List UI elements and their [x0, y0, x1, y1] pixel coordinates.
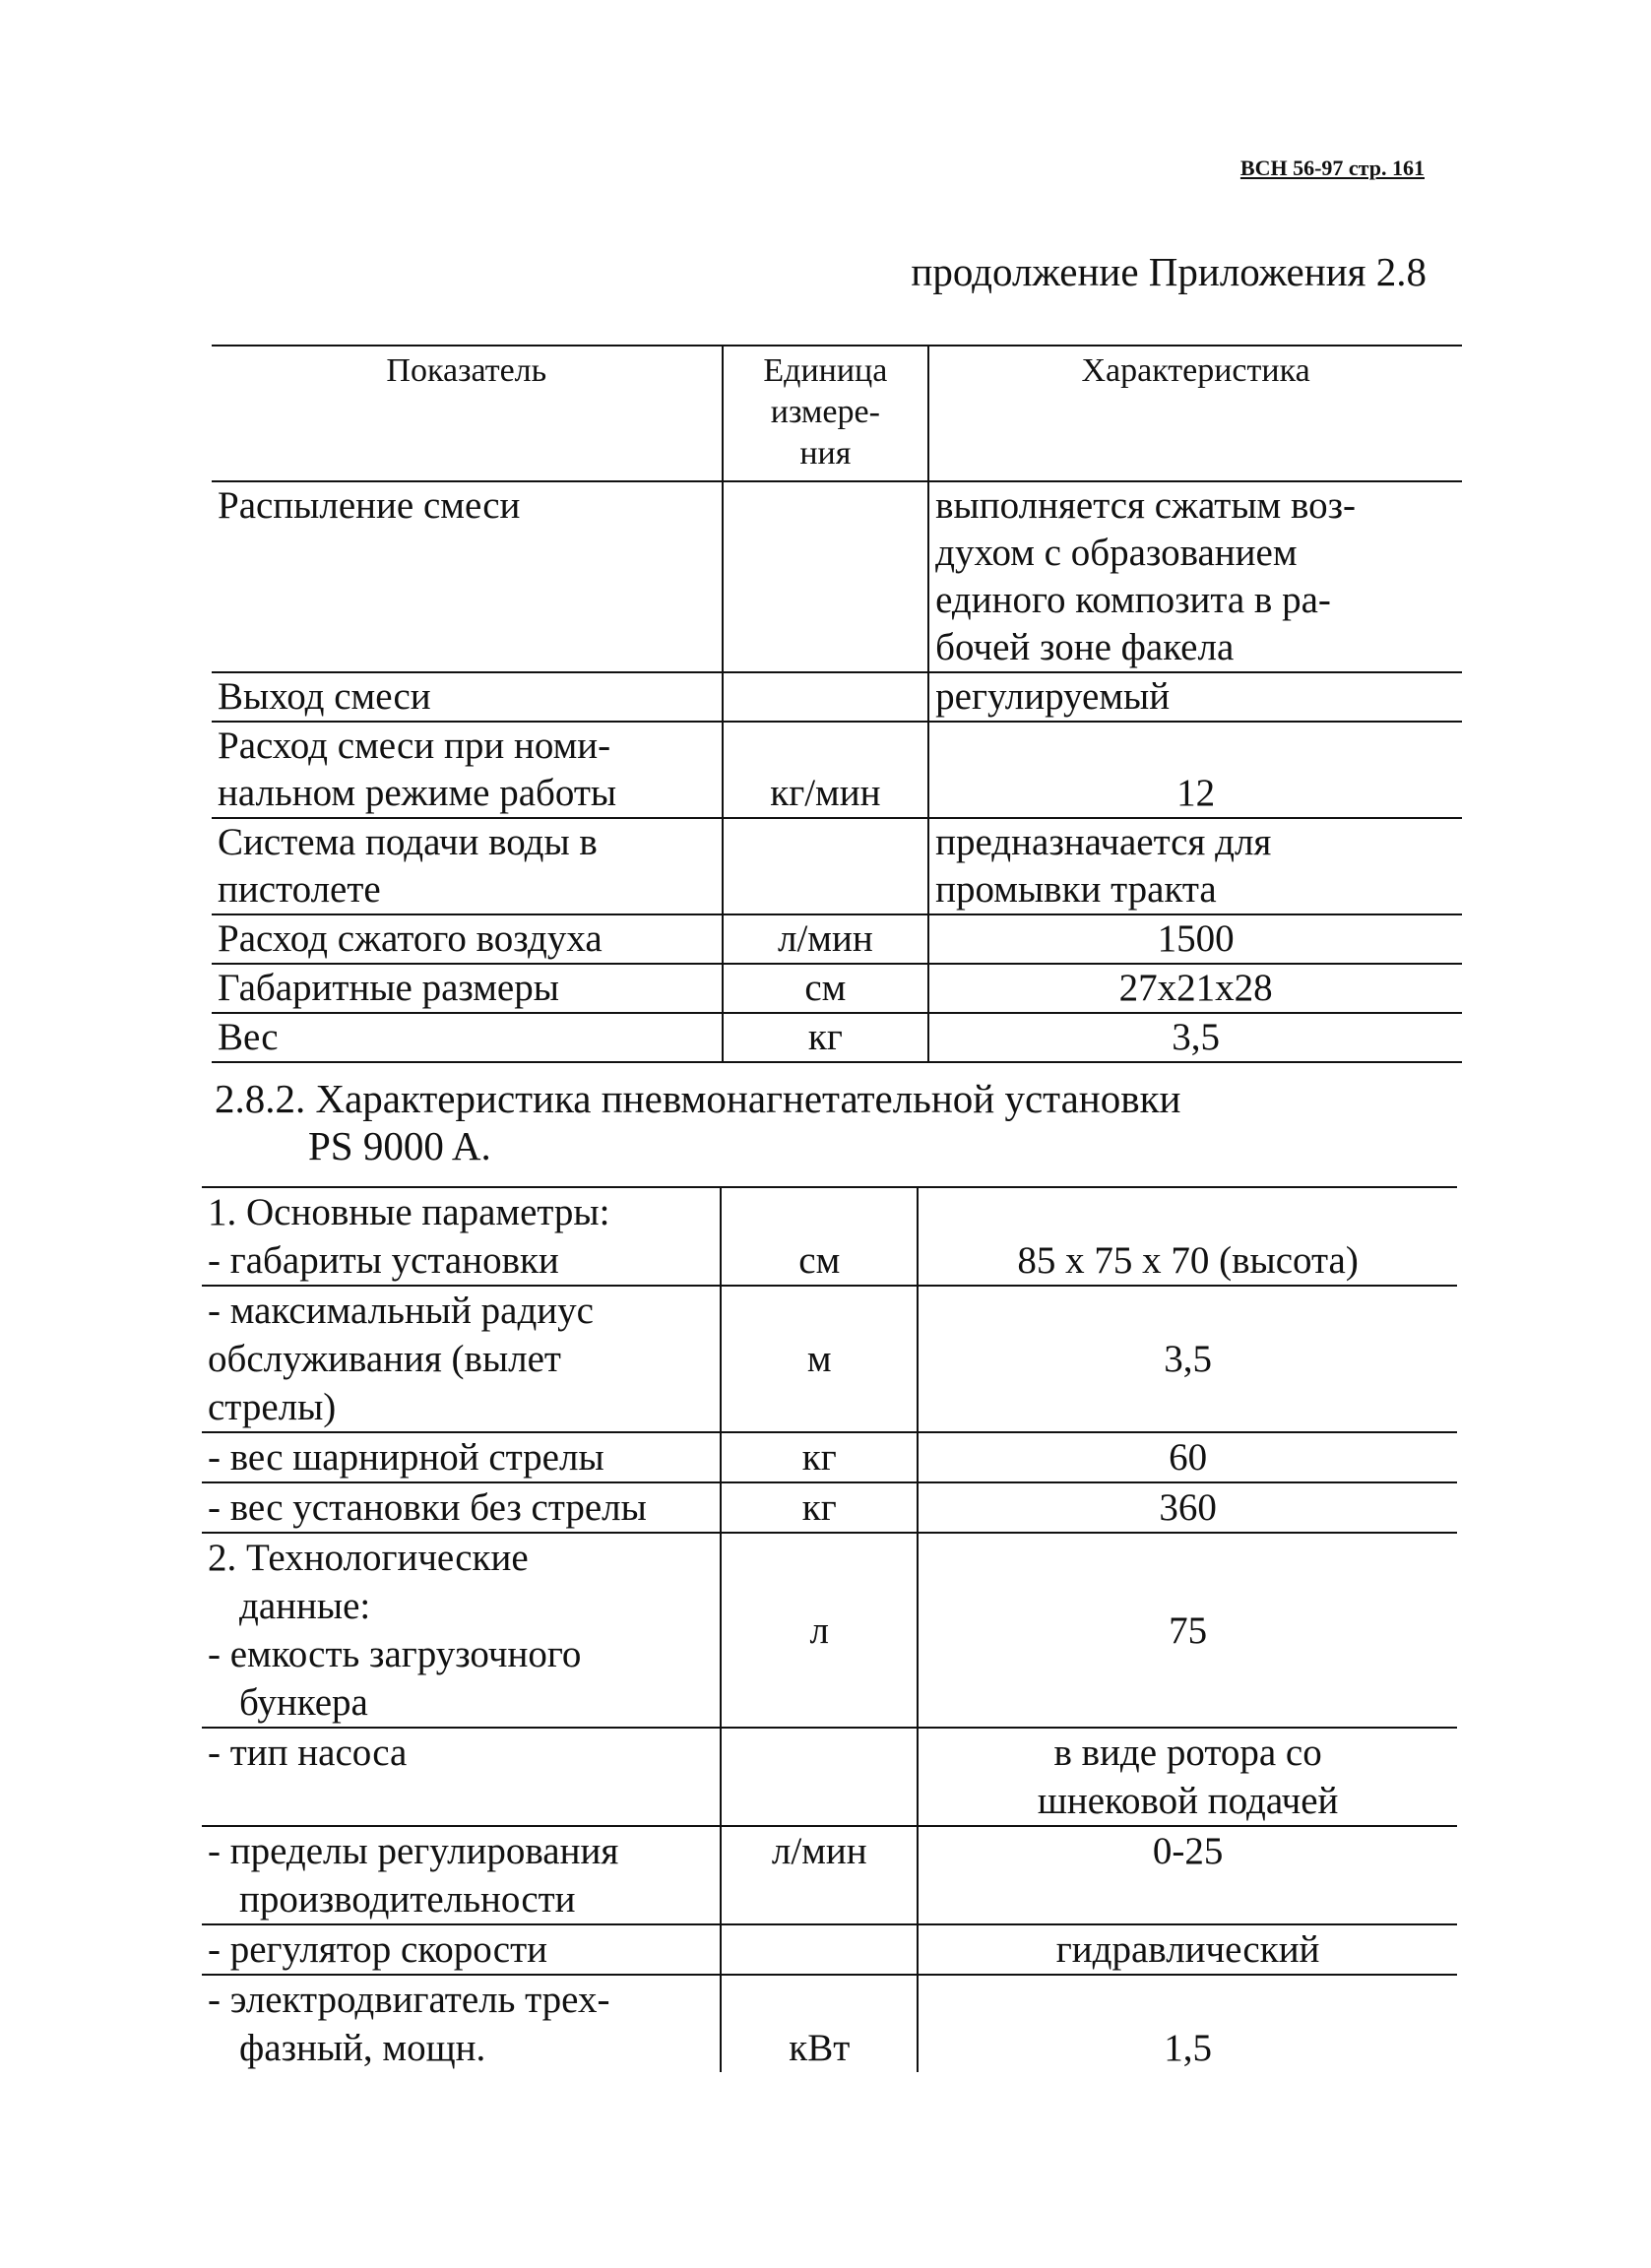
cell-line: 3,5	[1172, 1016, 1220, 1058]
row-unit: см	[723, 964, 929, 1013]
header-unit	[723, 346, 929, 481]
cell-line: 75	[1169, 1608, 1208, 1652]
row-value	[918, 1187, 1457, 1286]
table-row	[202, 1975, 1457, 2072]
table-row	[202, 1187, 1457, 1286]
cell-line: 12	[1176, 772, 1216, 814]
cell-line: - вес установки без стрелы	[208, 1486, 647, 1529]
cell-line: Система подачи воды в	[218, 821, 598, 863]
row-value	[928, 818, 1462, 914]
row-value	[928, 914, 1462, 964]
row-unit: см	[721, 1187, 918, 1286]
row-value	[928, 722, 1462, 818]
table-row	[212, 964, 1462, 1013]
cell-line: предназначается для	[935, 821, 1272, 863]
table-row	[202, 1482, 1457, 1533]
row-indicator	[202, 1728, 721, 1826]
row-indicator	[202, 1975, 721, 2072]
row-indicator	[202, 1187, 721, 1286]
row-indicator	[212, 672, 723, 722]
row-value	[918, 1924, 1457, 1975]
cell-line: - тип насоса	[208, 1732, 408, 1774]
header-unit-line2: измере-	[770, 394, 880, 430]
row-value	[918, 1533, 1457, 1728]
cell-line: 0-25	[1152, 1830, 1224, 1872]
cell-line: Расход смеси при номи-	[218, 724, 611, 767]
cell-line: - вес шарнирной стрелы	[208, 1436, 604, 1479]
row-value	[918, 1728, 1457, 1826]
row-indicator	[202, 1533, 721, 1728]
characteristics-table-2	[202, 1186, 1457, 2072]
cell-line: данные:	[239, 1585, 371, 1627]
appendix-title: продолжение Приложения 2.8	[911, 249, 1427, 294]
row-value	[918, 1826, 1457, 1924]
row-indicator	[202, 1924, 721, 1975]
row-indicator	[212, 1013, 723, 1062]
cell-line: - пределы регулирования	[208, 1830, 619, 1872]
row-indicator	[202, 1432, 721, 1482]
cell-line: обслуживания (вылет	[208, 1338, 561, 1380]
row-unit: л/мин	[723, 914, 929, 964]
row-indicator	[202, 1826, 721, 1924]
header-indicator: Показатель	[212, 346, 723, 481]
header-characteristic: Характеристика	[928, 346, 1462, 481]
row-unit: кг	[721, 1432, 918, 1482]
header-unit-line1: Единица	[763, 352, 888, 389]
cell-line: 60	[1169, 1436, 1208, 1479]
row-value	[918, 1975, 1457, 2072]
table-row	[212, 818, 1462, 914]
row-value	[928, 964, 1462, 1013]
row-unit: кг/мин	[723, 722, 929, 818]
table-header-row	[212, 346, 1462, 481]
row-indicator	[202, 1482, 721, 1533]
cell-line: шнековой подачей	[1037, 1780, 1339, 1822]
cell-line: - электродвигатель трех-	[208, 1979, 610, 2021]
cell-line: - регулятор скорости	[208, 1928, 547, 1971]
row-indicator	[212, 481, 723, 672]
cell-line: бочей зоне факела	[935, 626, 1235, 668]
cell-line: нальном режиме работы	[218, 772, 617, 814]
characteristics-table-1	[212, 345, 1462, 1063]
table-row	[212, 722, 1462, 818]
cell-line: - емкость загрузочного	[208, 1633, 582, 1675]
row-unit	[723, 672, 929, 722]
cell-line: Выход смеси	[218, 675, 431, 718]
table-row	[212, 481, 1462, 672]
row-value	[918, 1432, 1457, 1482]
cell-line: пистолете	[218, 868, 381, 911]
cell-line: духом с образованием	[935, 532, 1298, 574]
row-unit	[723, 818, 929, 914]
cell-line: производительности	[239, 1878, 576, 1921]
row-unit: м	[721, 1286, 918, 1432]
row-unit	[721, 1924, 918, 1975]
cell-line: 2. Технологические	[208, 1537, 529, 1579]
row-value	[928, 481, 1462, 672]
cell-line: - максимальный радиус	[208, 1290, 594, 1332]
table-row	[202, 1728, 1457, 1826]
row-indicator	[212, 964, 723, 1013]
row-value	[918, 1286, 1457, 1432]
row-indicator	[212, 818, 723, 914]
document-code: ВСН 56-97 стр. 161	[1239, 156, 1425, 180]
cell-line: единого композита в ра-	[935, 579, 1331, 621]
cell-line: гидравлический	[1055, 1928, 1320, 1971]
row-unit	[723, 481, 929, 672]
cell-line: 1. Основные параметры:	[208, 1191, 610, 1233]
table-row	[202, 1924, 1457, 1975]
cell-line: регулируемый	[935, 675, 1171, 718]
section-heading	[215, 1075, 1180, 1169]
cell-line: стрелы)	[208, 1386, 337, 1428]
cell-line: в виде ротора со	[1053, 1732, 1322, 1774]
row-indicator	[212, 914, 723, 964]
cell-line: бункера	[239, 1681, 368, 1724]
row-unit: кВт	[721, 1975, 918, 2072]
table-row	[202, 1826, 1457, 1924]
row-unit: л	[721, 1533, 918, 1728]
table-row	[202, 1432, 1457, 1482]
row-value	[918, 1482, 1457, 1533]
table-row	[212, 1013, 1462, 1062]
table-row	[202, 1286, 1457, 1432]
row-value	[928, 672, 1462, 722]
table-row	[212, 672, 1462, 722]
cell-line: - габариты установки	[208, 1239, 559, 1282]
row-unit: кг	[723, 1013, 929, 1062]
cell-line: 360	[1159, 1486, 1217, 1529]
cell-line: промывки тракта	[935, 868, 1217, 911]
cell-line: 27х21х28	[1118, 967, 1273, 1009]
section-heading-line2: PS 9000 A.	[308, 1123, 491, 1168]
cell-line: 1,5	[1164, 2027, 1212, 2069]
cell-line: Распыление смеси	[218, 484, 521, 527]
row-unit: л/мин	[721, 1826, 918, 1924]
table-row	[212, 914, 1462, 964]
row-value	[928, 1013, 1462, 1062]
header-unit-line3: ния	[799, 435, 852, 472]
row-unit	[721, 1728, 918, 1826]
cell-line: Вес	[218, 1016, 279, 1058]
table-row	[202, 1533, 1457, 1728]
cell-line: фазный, мощн.	[239, 2027, 486, 2069]
cell-line: 1500	[1157, 917, 1235, 960]
row-indicator	[202, 1286, 721, 1432]
cell-line: выполняется сжатым воз-	[935, 484, 1356, 527]
cell-line: Габаритные размеры	[218, 967, 559, 1009]
row-indicator	[212, 722, 723, 818]
cell-line: 3,5	[1164, 1338, 1212, 1380]
cell-line: Расход сжатого воздуха	[218, 917, 603, 960]
row-unit: кг	[721, 1482, 918, 1533]
section-heading-line1: 2.8.2. Характеристика пневмонагнетательной установки	[215, 1076, 1181, 1121]
cell-line: 85 х 75 х 70 (высота)	[1017, 1239, 1359, 1282]
